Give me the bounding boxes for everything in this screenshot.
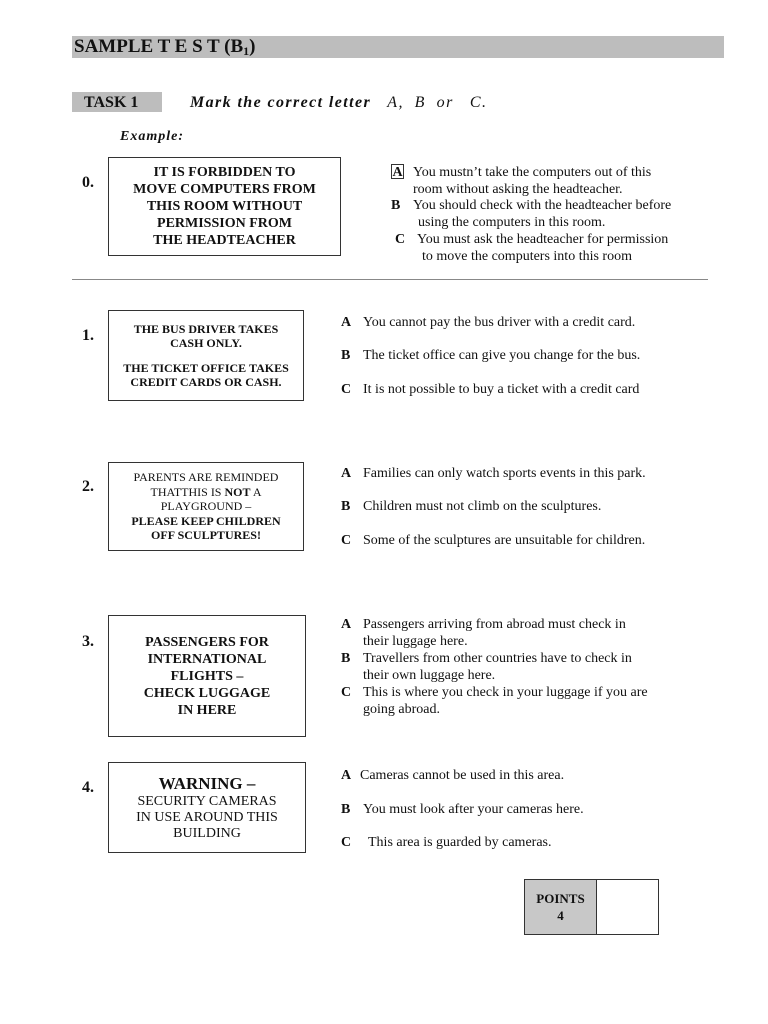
option-a[interactable]: A Cameras cannot be used in this area. bbox=[341, 768, 565, 783]
option-a[interactable]: A You cannot pay the bus driver with a credit card. bbox=[341, 315, 636, 330]
question-number: 4. bbox=[82, 779, 94, 796]
option-c[interactable]: C This is where you check in your luggage if you are going abroad. bbox=[341, 685, 648, 717]
option-b[interactable]: B You must look after your cameras here. bbox=[341, 802, 584, 817]
question-number: 0. bbox=[82, 174, 94, 191]
option-a[interactable]: A Families can only watch sports events in this park. bbox=[341, 466, 646, 481]
option-b[interactable]: B Travellers from other countries have to check in their own luggage here. bbox=[341, 651, 632, 683]
sign-3: PASSENGERS FOR INTERNATIONAL FLIGHTS – CHECK LUGGAGE IN HERE bbox=[108, 615, 306, 737]
option-c[interactable]: C It is not possible to buy a ticket with a credit card bbox=[341, 382, 640, 397]
points-label-cell: POINTS 4 bbox=[525, 880, 597, 934]
option-c[interactable]: C You must ask the headteacher for permission to move the computers into this room bbox=[395, 232, 669, 264]
sign-4: WARNING – SECURITY CAMERAS IN USE AROUND THIS BUILDING bbox=[108, 762, 306, 853]
task-instruction: Mark the correct letter A, B or C. bbox=[190, 94, 488, 111]
option-a[interactable]: A You mustn’t take the computers out of this room without asking the headteacher. bbox=[392, 165, 652, 197]
answer-box: A bbox=[392, 165, 403, 180]
option-b[interactable]: B Children must not climb on the sculptures. bbox=[341, 499, 602, 514]
question-number: 2. bbox=[82, 478, 94, 495]
page-title: SAMPLE T E S T $(B_1)$ bbox=[74, 36, 256, 58]
option-b[interactable]: B The ticket office can give you change for the bus. bbox=[341, 348, 641, 363]
sign-1: THE BUS DRIVER TAKES CASH ONLY. THE TICKET OFFICE TAKES CREDIT CARDS OR CASH. bbox=[108, 310, 304, 401]
option-b[interactable]: B You should check with the headteacher before using the computers in this room. bbox=[391, 198, 672, 230]
sign-2: PARENTS ARE REMINDED THATTHIS IS NOT A PLAYGROUND – PLEASE KEEP CHILDREN OFF SCULPTURES! bbox=[108, 462, 304, 551]
option-c[interactable]: C Some of the sculptures are unsuitable for children. bbox=[341, 533, 646, 548]
sign-example: IT IS FORBIDDEN TO MOVE COMPUTERS FROM THIS ROOM WITHOUT PERMISSION FROM THE HEADTEACHER bbox=[108, 157, 341, 256]
task-label: TASK 1 bbox=[72, 92, 162, 112]
question-number: 1. bbox=[82, 327, 94, 344]
option-c[interactable]: C This area is guarded by cameras. bbox=[341, 835, 552, 850]
question-number: 3. bbox=[82, 633, 94, 650]
points-table bbox=[524, 879, 659, 935]
divider bbox=[72, 279, 708, 280]
example-label: Example: bbox=[120, 129, 184, 144]
points-score-field[interactable] bbox=[597, 880, 658, 934]
option-a[interactable]: A Passengers arriving from abroad must check in their luggage here. bbox=[341, 617, 626, 649]
